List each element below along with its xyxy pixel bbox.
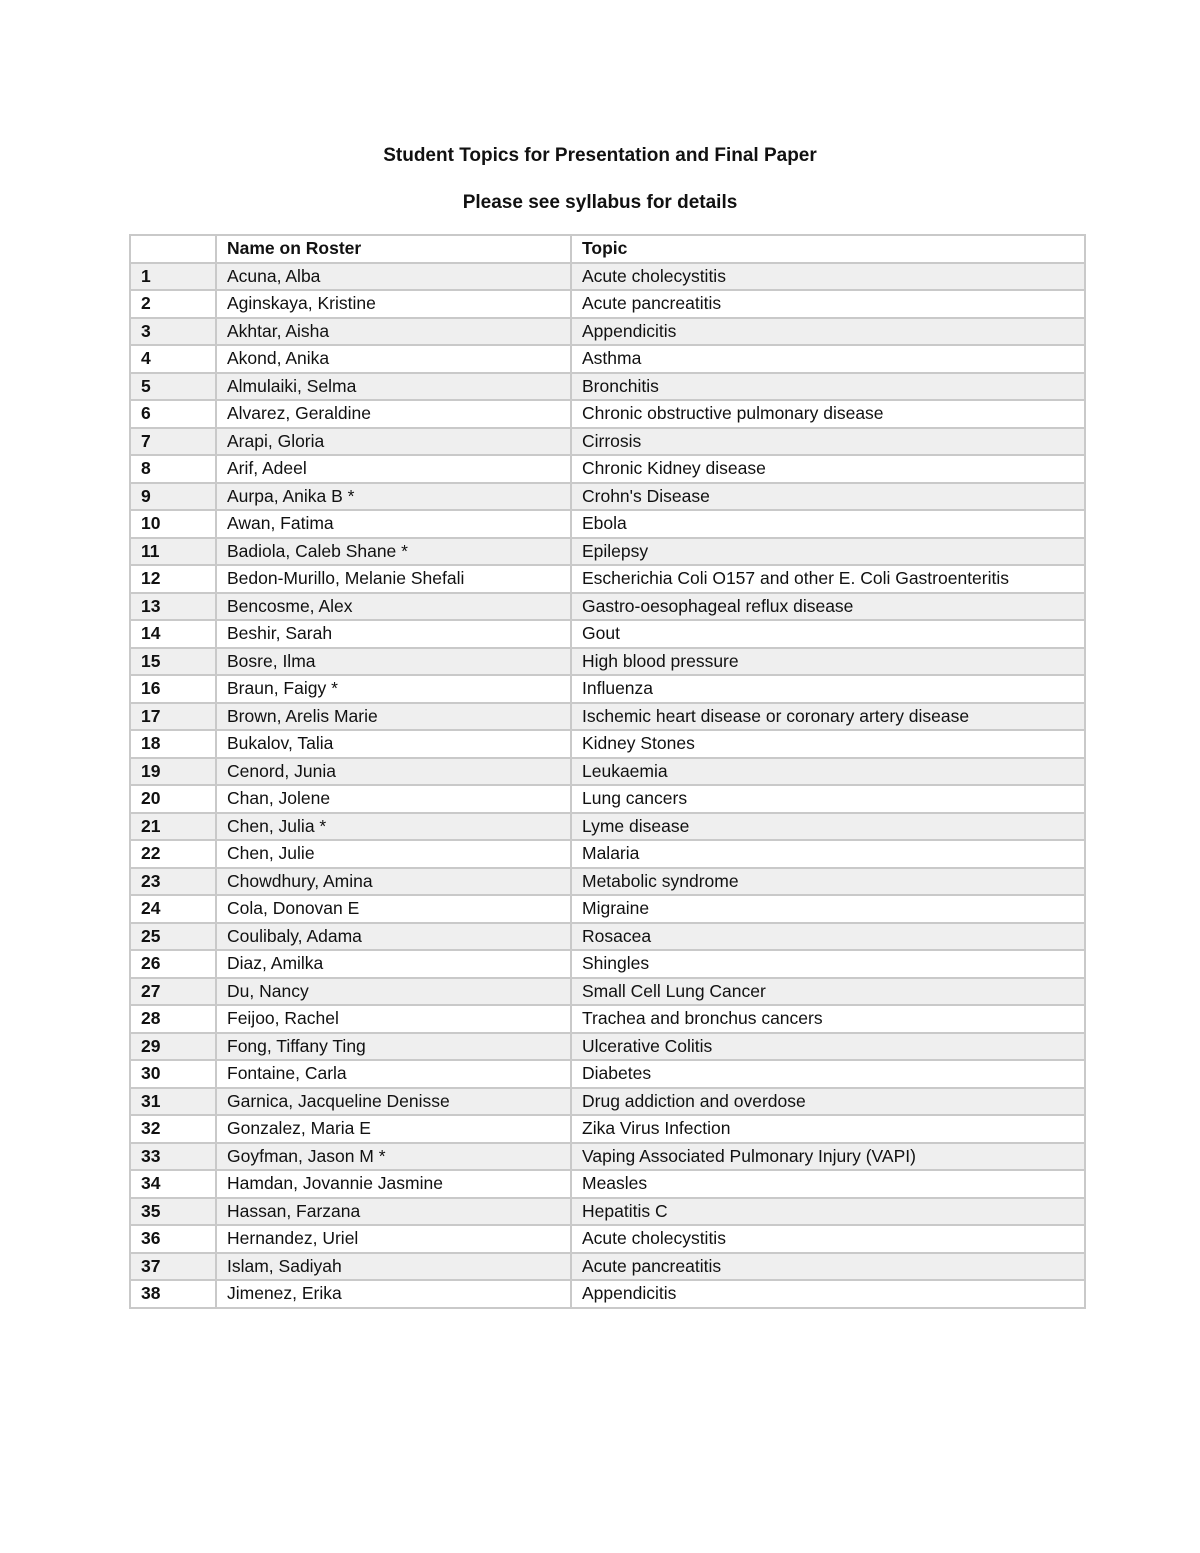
row-number-cell: 32 [130, 1115, 216, 1143]
student-name-cell: Garnica, Jacqueline Denisse [216, 1088, 571, 1116]
topic-cell: Escherichia Coli O157 and other E. Coli Gastroenteritis [571, 565, 1085, 593]
student-name-cell: Fong, Tiffany Ting [216, 1033, 571, 1061]
topic-cell: Bronchitis [571, 373, 1085, 401]
table-row [130, 538, 1085, 566]
topic-cell: Chronic Kidney disease [571, 455, 1085, 483]
row-number-cell: 23 [130, 868, 216, 896]
row-number-cell: 35 [130, 1198, 216, 1226]
table-row [130, 1115, 1085, 1143]
row-number-cell: 19 [130, 758, 216, 786]
row-number-cell: 14 [130, 620, 216, 648]
topic-cell: Acute pancreatitis [571, 290, 1085, 318]
row-number-cell: 16 [130, 675, 216, 703]
row-number-cell: 9 [130, 483, 216, 511]
topic-cell: Acute cholecystitis [571, 1225, 1085, 1253]
topic-cell: Small Cell Lung Cancer [571, 978, 1085, 1006]
table-row [130, 593, 1085, 621]
table-row [130, 1005, 1085, 1033]
student-name-cell: Akond, Anika [216, 345, 571, 373]
row-number-cell: 1 [130, 263, 216, 291]
table-row [130, 373, 1085, 401]
topic-cell: Shingles [571, 950, 1085, 978]
student-name-cell: Brown, Arelis Marie [216, 703, 571, 731]
topic-cell: Drug addiction and overdose [571, 1088, 1085, 1116]
table-header-row [130, 235, 1085, 263]
student-name-cell: Braun, Faigy * [216, 675, 571, 703]
header-name: Name on Roster [216, 235, 571, 263]
student-name-cell: Arapi, Gloria [216, 428, 571, 456]
topic-cell: Crohn's Disease [571, 483, 1085, 511]
topic-cell: Malaria [571, 840, 1085, 868]
row-number-cell: 15 [130, 648, 216, 676]
student-name-cell: Chen, Julia * [216, 813, 571, 841]
row-number-cell: 17 [130, 703, 216, 731]
topic-cell: Zika Virus Infection [571, 1115, 1085, 1143]
student-name-cell: Bedon-Murillo, Melanie Shefali [216, 565, 571, 593]
table-row [130, 1198, 1085, 1226]
student-name-cell: Chan, Jolene [216, 785, 571, 813]
table-row [130, 730, 1085, 758]
row-number-cell: 13 [130, 593, 216, 621]
topic-cell: Rosacea [571, 923, 1085, 951]
table-row [130, 675, 1085, 703]
topic-cell: High blood pressure [571, 648, 1085, 676]
row-number-cell: 22 [130, 840, 216, 868]
row-number-cell: 25 [130, 923, 216, 951]
row-number-cell: 12 [130, 565, 216, 593]
topic-cell: Vaping Associated Pulmonary Injury (VAPI) [571, 1143, 1085, 1171]
table-row [130, 345, 1085, 373]
row-number-cell: 24 [130, 895, 216, 923]
table-row [130, 318, 1085, 346]
topic-cell: Migraine [571, 895, 1085, 923]
table-row [130, 455, 1085, 483]
topic-cell: Ebola [571, 510, 1085, 538]
table-row [130, 1170, 1085, 1198]
topic-cell: Gout [571, 620, 1085, 648]
row-number-cell: 18 [130, 730, 216, 758]
header-topic: Topic [571, 235, 1085, 263]
row-number-cell: 30 [130, 1060, 216, 1088]
student-name-cell: Alvarez, Geraldine [216, 400, 571, 428]
table-row [130, 290, 1085, 318]
topic-cell: Appendicitis [571, 318, 1085, 346]
row-number-cell: 27 [130, 978, 216, 1006]
row-number-cell: 11 [130, 538, 216, 566]
table-row [130, 1060, 1085, 1088]
row-number-cell: 8 [130, 455, 216, 483]
row-number-cell: 20 [130, 785, 216, 813]
topic-cell: Ulcerative Colitis [571, 1033, 1085, 1061]
topic-cell: Ischemic heart disease or coronary artery disease [571, 703, 1085, 731]
row-number-cell: 33 [130, 1143, 216, 1171]
topic-cell: Measles [571, 1170, 1085, 1198]
topic-cell: Acute pancreatitis [571, 1253, 1085, 1281]
student-name-cell: Goyfman, Jason M * [216, 1143, 571, 1171]
student-name-cell: Arif, Adeel [216, 455, 571, 483]
table-row [130, 978, 1085, 1006]
table-row [130, 868, 1085, 896]
table-row [130, 1143, 1085, 1171]
topic-cell: Asthma [571, 345, 1085, 373]
row-number-cell: 29 [130, 1033, 216, 1061]
student-name-cell: Beshir, Sarah [216, 620, 571, 648]
row-number-cell: 4 [130, 345, 216, 373]
student-name-cell: Akhtar, Aisha [216, 318, 571, 346]
table-row [130, 785, 1085, 813]
student-name-cell: Almulaiki, Selma [216, 373, 571, 401]
row-number-cell: 10 [130, 510, 216, 538]
table-row [130, 950, 1085, 978]
student-name-cell: Aurpa, Anika B * [216, 483, 571, 511]
table-row [130, 263, 1085, 291]
table-row [130, 840, 1085, 868]
table-row [130, 483, 1085, 511]
topic-cell: Chronic obstructive pulmonary disease [571, 400, 1085, 428]
table-row [130, 1225, 1085, 1253]
topic-cell: Influenza [571, 675, 1085, 703]
table-row [130, 703, 1085, 731]
table-body [130, 263, 1085, 1308]
student-name-cell: Bencosme, Alex [216, 593, 571, 621]
student-name-cell: Diaz, Amilka [216, 950, 571, 978]
table-row [130, 565, 1085, 593]
student-name-cell: Acuna, Alba [216, 263, 571, 291]
table-row [130, 400, 1085, 428]
student-name-cell: Islam, Sadiyah [216, 1253, 571, 1281]
row-number-cell: 36 [130, 1225, 216, 1253]
row-number-cell: 38 [130, 1280, 216, 1308]
document-subtitle: Please see syllabus for details [462, 192, 738, 213]
topic-cell: Kidney Stones [571, 730, 1085, 758]
topic-cell: Trachea and bronchus cancers [571, 1005, 1085, 1033]
row-number-cell: 31 [130, 1088, 216, 1116]
student-name-cell: Gonzalez, Maria E [216, 1115, 571, 1143]
student-name-cell: Chowdhury, Amina [216, 868, 571, 896]
student-name-cell: Awan, Fatima [216, 510, 571, 538]
table-row [130, 1033, 1085, 1061]
topic-cell: Diabetes [571, 1060, 1085, 1088]
student-name-cell: Aginskaya, Kristine [216, 290, 571, 318]
student-name-cell: Du, Nancy [216, 978, 571, 1006]
topic-cell: Acute cholecystitis [571, 263, 1085, 291]
student-name-cell: Hassan, Farzana [216, 1198, 571, 1226]
document-title: Student Topics for Presentation and Final Paper [383, 145, 817, 166]
student-name-cell: Hamdan, Jovannie Jasmine [216, 1170, 571, 1198]
row-number-cell: 21 [130, 813, 216, 841]
topic-cell: Appendicitis [571, 1280, 1085, 1308]
student-name-cell: Bosre, Ilma [216, 648, 571, 676]
student-name-cell: Jimenez, Erika [216, 1280, 571, 1308]
row-number-cell: 2 [130, 290, 216, 318]
row-number-cell: 34 [130, 1170, 216, 1198]
student-name-cell: Hernandez, Uriel [216, 1225, 571, 1253]
table-row [130, 620, 1085, 648]
row-number-cell: 37 [130, 1253, 216, 1281]
row-number-cell: 26 [130, 950, 216, 978]
topic-cell: Lyme disease [571, 813, 1085, 841]
table-row [130, 1280, 1085, 1308]
student-name-cell: Fontaine, Carla [216, 1060, 571, 1088]
row-number-cell: 6 [130, 400, 216, 428]
header-number [130, 235, 216, 263]
row-number-cell: 28 [130, 1005, 216, 1033]
row-number-cell: 7 [130, 428, 216, 456]
student-name-cell: Feijoo, Rachel [216, 1005, 571, 1033]
table-row [130, 895, 1085, 923]
topic-cell: Leukaemia [571, 758, 1085, 786]
table-row [130, 648, 1085, 676]
topic-cell: Cirrosis [571, 428, 1085, 456]
topic-cell: Gastro-oesophageal reflux disease [571, 593, 1085, 621]
student-name-cell: Badiola, Caleb Shane * [216, 538, 571, 566]
topic-cell: Lung cancers [571, 785, 1085, 813]
row-number-cell: 5 [130, 373, 216, 401]
table-row [130, 813, 1085, 841]
table-row [130, 758, 1085, 786]
topic-cell: Hepatitis C [571, 1198, 1085, 1226]
table-row [130, 923, 1085, 951]
student-name-cell: Coulibaly, Adama [216, 923, 571, 951]
row-number-cell: 3 [130, 318, 216, 346]
table-row [130, 1088, 1085, 1116]
student-name-cell: Bukalov, Talia [216, 730, 571, 758]
table-row [130, 510, 1085, 538]
table-row [130, 428, 1085, 456]
student-name-cell: Cola, Donovan E [216, 895, 571, 923]
roster-table [129, 234, 1086, 1309]
topic-cell: Epilepsy [571, 538, 1085, 566]
student-name-cell: Cenord, Junia [216, 758, 571, 786]
student-name-cell: Chen, Julie [216, 840, 571, 868]
topic-cell: Metabolic syndrome [571, 868, 1085, 896]
table-row [130, 1253, 1085, 1281]
